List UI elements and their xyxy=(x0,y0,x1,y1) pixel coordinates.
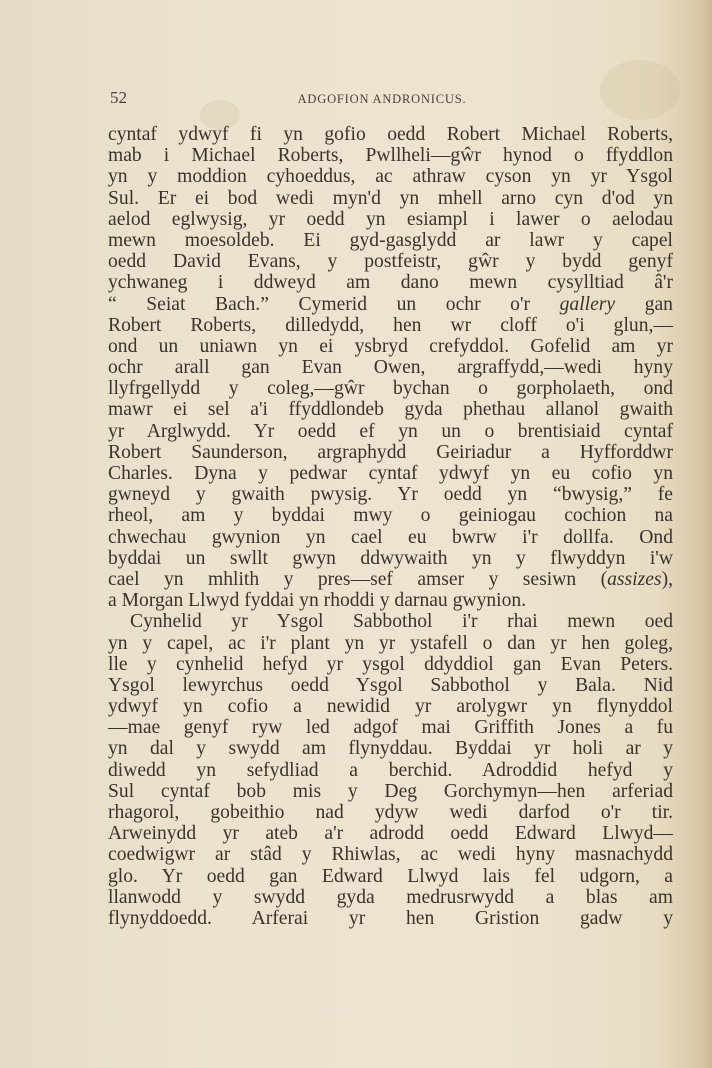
text-line: a Morgan Llwyd fyddai yn rhoddi y darnau gwynion. xyxy=(108,590,527,612)
text-line: Charles. Dyna y pedwar cyntaf ydwyf yn eu cofio yn xyxy=(108,463,673,484)
text-line: llanwodd y swydd gyda medrusrwydd a blas am xyxy=(108,886,673,908)
paper-stain xyxy=(600,60,680,120)
text-line: ydwyf yn cofio a newidid yr arolygwr yn flynyddol xyxy=(108,696,673,718)
text-line: flynyddoedd. Arferai yr hen Gristion gadw y xyxy=(108,907,673,929)
text-line: Ysgol lewyrchus oedd Ysgol Sabbothol y Bala. Nid xyxy=(108,674,673,696)
text-line: rheol, am y byddai mwy o geiniogau cochion na xyxy=(108,505,673,527)
text-line: coedwigwr ar stâd y Rhiwlas, ac wedi hyny masnachydd xyxy=(108,844,673,866)
page-number: 52 xyxy=(110,88,127,107)
text-line: ond un uniawn yn ei ysbryd crefyddol. Gofelid am yr xyxy=(108,335,673,357)
text-line: yr Arglwydd. Yr oedd ef yn un o brentisiaid cyntaf xyxy=(108,420,673,442)
text-line: ychwaneg i ddweyd am dano mewn cysylltiad â'r xyxy=(108,272,673,294)
text-segment: ), xyxy=(661,568,673,590)
text-line: mab i Michael Roberts, Pwllheli—gŵr hynod o ffyddlon xyxy=(108,145,673,167)
text-line: rhagorol, gobeithio nad ydyw wedi darfod o'r tir. xyxy=(108,802,673,823)
text-line: Robert Roberts, dilledydd, hen wr cloff o'i glun,— xyxy=(108,314,673,336)
text-segment: gan xyxy=(615,293,673,315)
text-line: yn dal y swydd am flynyddau. Byddai yr holi ar y xyxy=(108,738,673,760)
italic-term: gallery xyxy=(559,293,616,315)
text-line xyxy=(108,569,673,590)
text-line xyxy=(108,294,673,315)
text-segment: “ Seiat Bach.” Cymerid un ochr o'r xyxy=(108,293,560,315)
text-line: lle y cynhelid hefyd yr ysgol ddyddiol gan Evan Peters. xyxy=(108,653,673,675)
text-line: gwneyd y gwaith pwysig. Yr oedd yn “bwysig,” fe xyxy=(108,484,673,506)
body-text xyxy=(108,124,673,929)
text-line: mawr ei sel a'i ffyddlondeb gyda phethau allanol gwaith xyxy=(108,399,673,421)
text-line: cyntaf ydwyf fi yn gofio oedd Robert Michael Roberts, xyxy=(108,124,673,145)
text-line: diwedd yn sefydliad a berchid. Adroddid hefyd y xyxy=(108,759,673,781)
text-line: yn y capel, ac i'r plant yn yr ystafell o dan yr hen goleg, xyxy=(108,632,673,654)
text-line: Arweinydd yr ateb a'r adrodd oedd Edward Llwyd— xyxy=(108,823,673,845)
text-line: Robert Saunderson, argraphydd Geiriadur a Hyfforddwr xyxy=(108,441,673,463)
text-line: yn y moddion cyhoeddus, ac athraw cyson yn yr Ysgol xyxy=(108,166,673,188)
text-line: oedd David Evans, y postfeistr, gŵr y bydd genyf xyxy=(108,251,673,273)
text-line: aelod eglwysig, yr oedd yn esiampl i lawer o aelodau xyxy=(108,208,673,230)
text-line: mewn moesoldeb. Ei gyd-gasglydd ar lawr y capel xyxy=(108,229,673,251)
text-line: Sul cyntaf bob mis y Deg Gorchymyn—hen arferiad xyxy=(108,780,673,802)
text-line: ochr arall gan Evan Owen, argraffydd,—wedi hyny xyxy=(108,357,673,379)
text-line: Cynhelid yr Ysgol Sabbothol i'r rhai mewn oed xyxy=(130,611,673,633)
text-line: Sul. Er ei bod wedi myn'd yn mhell arno cyn d'od yn xyxy=(108,187,673,209)
text-segment: cael yn mhlith y pres—sef amser y sesiwn ( xyxy=(108,568,608,590)
text-line: glo. Yr oedd gan Edward Llwyd lais fel udgorn, a xyxy=(108,865,673,887)
text-line: byddai un swllt gwyn ddwywaith yn y flwyddyn i'w xyxy=(108,547,673,569)
italic-term: assizes xyxy=(607,568,662,590)
text-line: —mae genyf ryw led adgof mai Griffith Jones a fu xyxy=(108,717,673,739)
text-line: llyfrgellydd y coleg,—gŵr bychan o gorpholaeth, ond xyxy=(108,378,673,400)
running-title: ADGOFION ANDRONICUS. xyxy=(297,92,467,106)
text-line: chwechau gwynion yn cael eu bwrw i'r dollfa. Ond xyxy=(108,526,673,548)
